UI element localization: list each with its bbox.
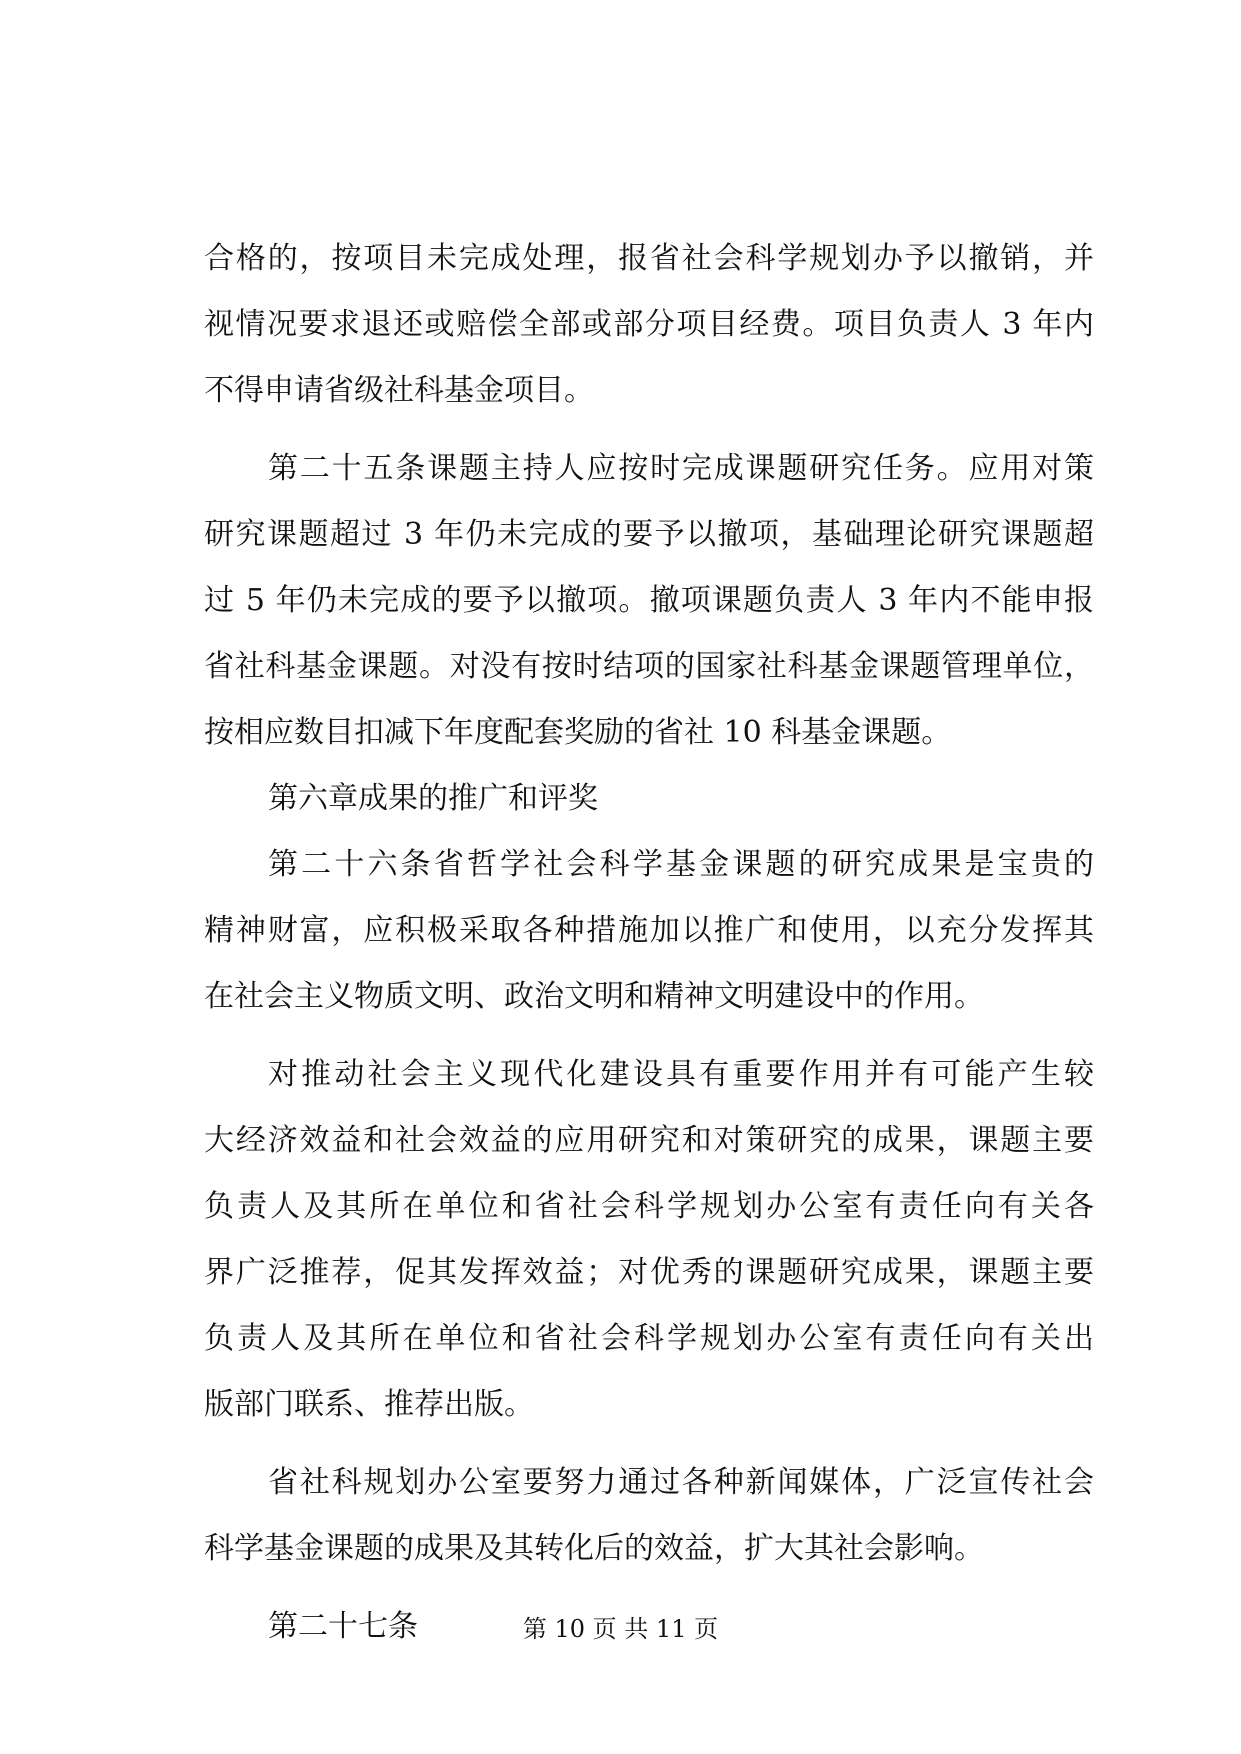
- text-line: 界广泛推荐，促其发挥效益；对优秀的课题研究成果，课题主要: [204, 1255, 1094, 1290]
- text-line: 视情况要求退还或赔偿全部或部分项目经费。项目负责人 3 年内: [204, 307, 1094, 342]
- text-line: 研究课题超过 3 年仍未完成的要予以撤项，基础理论研究课题超: [204, 517, 1094, 552]
- text-line: 大经济效益和社会效益的应用研究和对策研究的成果，课题主要: [204, 1123, 1094, 1158]
- text-line: 按相应数目扣减下年度配套奖励的省社 10 科基金课题。: [204, 715, 952, 750]
- text-line: 科学基金课题的成果及其转化后的效益，扩大其社会影响。: [204, 1531, 984, 1566]
- paragraph-start: 对推动社会主义现代化建设具有重要作用并有可能产生较: [268, 1057, 1094, 1092]
- page-number-footer: 第 10 页 共 11 页: [522, 1615, 719, 1643]
- text-line: 省社科基金课题。对没有按时结项的国家社科基金课题管理单位，: [204, 649, 1094, 684]
- text-line: 不得申请省级社科基金项目。: [204, 373, 594, 408]
- document-body: [204, 226, 1094, 1660]
- article-26-start: 第二十六条省哲学社会科学基金课题的研究成果是宝贵的: [268, 847, 1094, 882]
- text-line: 过 5 年仍未完成的要予以撤项。撤项课题负责人 3 年内不能申报: [204, 583, 1094, 618]
- text-line: 合格的，按项目未完成处理，报省社会科学规划办予以撤销，并: [204, 241, 1094, 276]
- text-line: 版部门联系、推荐出版。: [204, 1387, 534, 1422]
- article-25-start: 第二十五条课题主持人应按时完成课题研究任务。应用对策: [268, 451, 1094, 486]
- chapter-heading: 第六章成果的推广和评奖: [268, 781, 598, 816]
- text-line: 负责人及其所在单位和省社会科学规划办公室有责任向有关各: [204, 1189, 1094, 1224]
- paragraph-start: 省社科规划办公室要努力通过各种新闻媒体，广泛宣传社会: [268, 1465, 1094, 1500]
- text-line: 精神财富，应积极采取各种措施加以推广和使用，以充分发挥其: [204, 913, 1094, 948]
- article-27-heading: 第二十七条: [268, 1609, 418, 1644]
- text-line: 在社会主义物质文明、政治文明和精神文明建设中的作用。: [204, 979, 984, 1014]
- text-line: 负责人及其所在单位和省社会科学规划办公室有责任向有关出: [204, 1321, 1094, 1356]
